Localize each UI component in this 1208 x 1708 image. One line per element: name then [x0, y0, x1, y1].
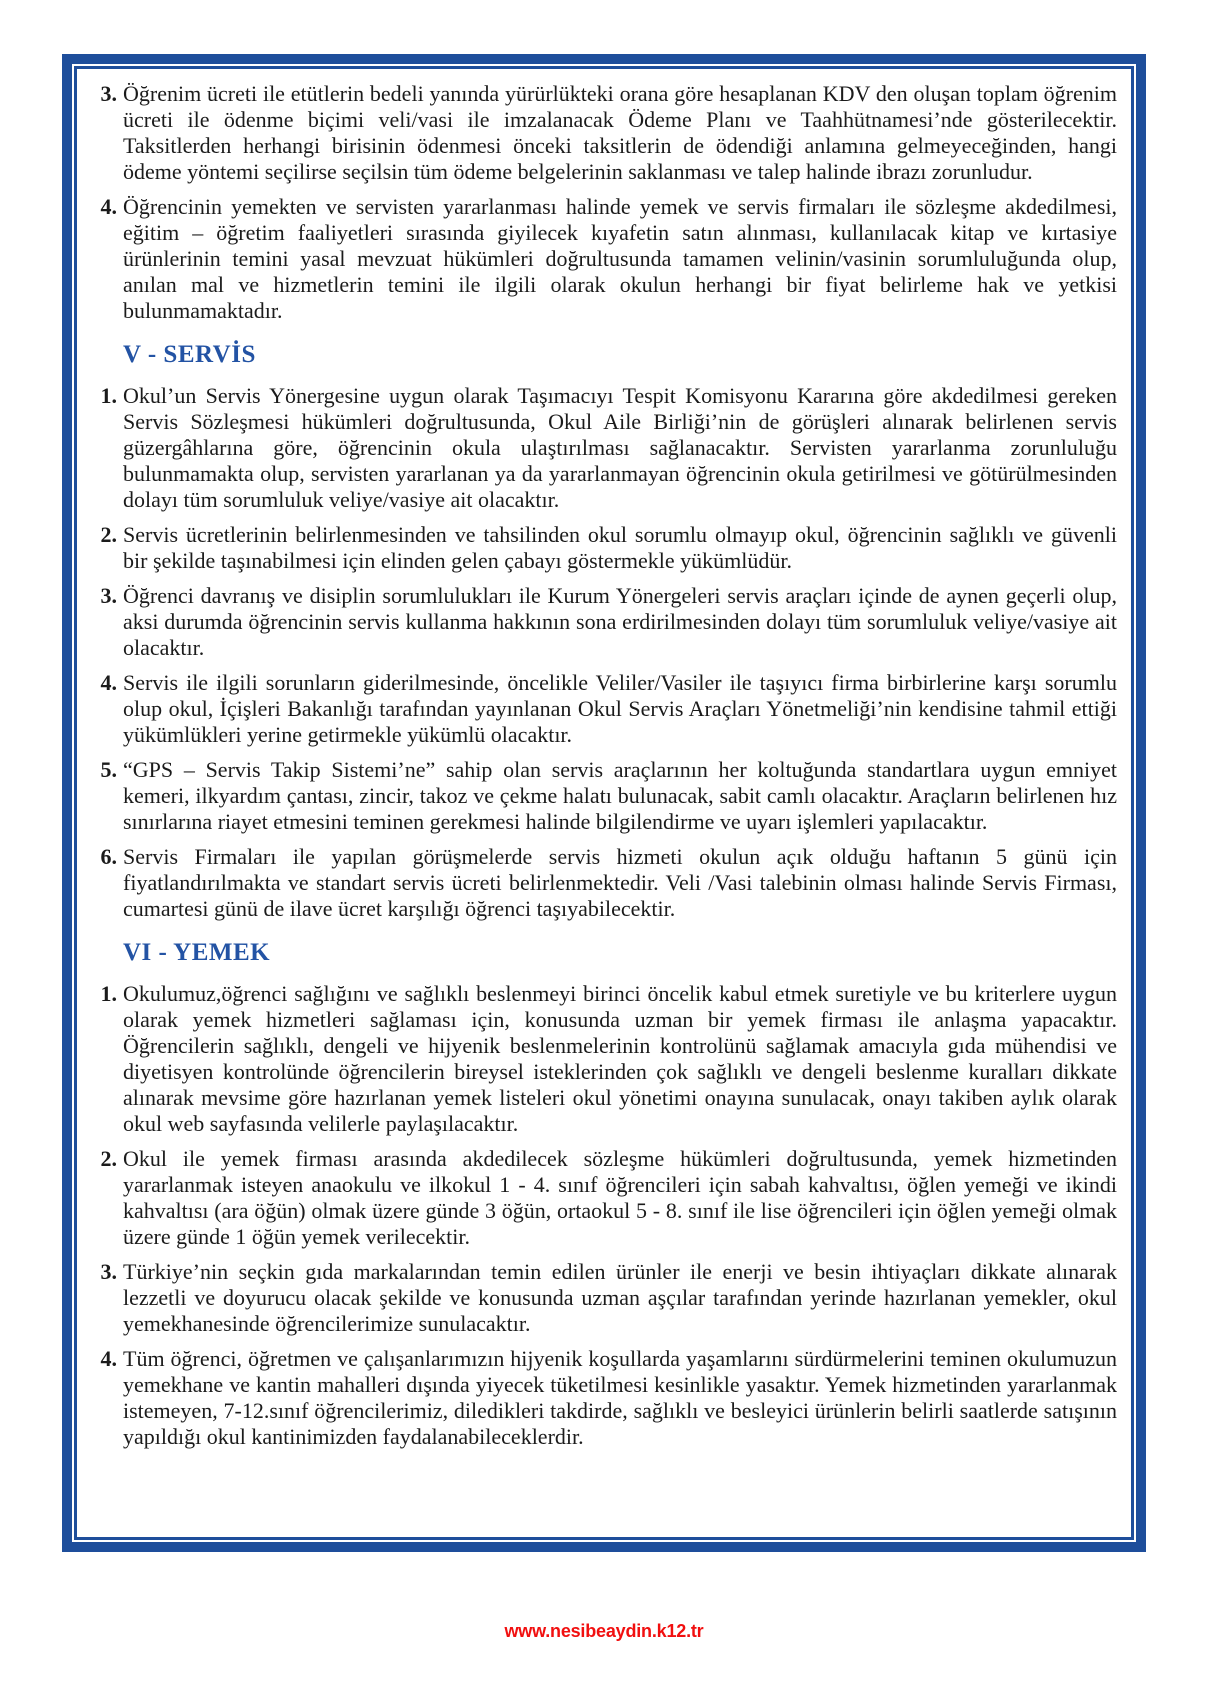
- item-text: Servis ile ilgili sorunların giderilmesinde, öncelikle Veliler/Vasiler ile taşıyıcı firma birbirlerine karşı sorumlu olup okul, İçişleri Bakanlığı tarafından yayınlanan Okul Servis Araçları Yönetmeliği’nin kendisine tahmil ettiği yükümlükleri yerine getirmekle yükümlü olacaktır.: [123, 670, 1117, 747]
- item-number: 1.: [100, 981, 117, 1006]
- list-item: [87, 81, 1117, 185]
- item-text: Okulumuz,öğrenci sağlığını ve sağlıklı beslenmeyi birinci öncelik kabul etmek suretiyle ve bu kriterlere uygun olarak yemek hizmetleri sağlaması için, konusunda uzman bir yemek firması ile anlaşma yapacaktır. Öğrencilerin sağlıklı, dengeli ve hijyenik beslenmelerinin kontrolünü sağlamak amacıyla gıda mühendisi ve diyetisyen kontrolünde öğrencilerin bireysel isteklerinden çok sağlıklı ve dengeli beslenme kuralları dikkate alınarak mevsime göre hazırlanan yemek listeleri okul yönetimi onayına sunulacak, onayı takiben aylık olarak okul web sayfasında velilerle paylaşılacaktır.: [123, 981, 1117, 1136]
- list-item: [87, 522, 1117, 574]
- list-item: [87, 1346, 1117, 1450]
- item-number: 6.: [100, 844, 117, 869]
- document-content-area: [74, 66, 1134, 1540]
- item-text: Öğrencinin yemekten ve servisten yararlanması halinde yemek ve servis firmaları ile sözleşme akdedilmesi, eğitim – öğretim faaliyetleri sırasında giyilecek kıyafetin satın alınması, kullanılacak kitap ve kırtasiye ürünlerinin temini yasal mevzuat hükümleri doğrultusunda tamamen velinin/vasinin sorumluluğunda olup, anılan mal ve hizmetlerin temini ile ilgili olarak okulun herhangi bir fiyat belirleme hak ve yetkisi bulunmamaktadır.: [123, 194, 1117, 323]
- item-number: 3.: [100, 583, 117, 608]
- item-text: Okul ile yemek firması arasında akdedilecek sözleşme hükümleri doğrultusunda, yemek hizmetinden yararlanmak isteyen anaokulu ve ilkokul 1 - 4. sınıf öğrencileri için sabah kahvaltısı, öğlen yemeği ve ikindi kahvaltısı (ara öğün) olmak üzere günde 3 öğün, ortaokul 5 - 8. sınıf ile lise öğrencileri için öğlen yemeği olmak üzere günde 1 öğün yemek verilecektir.: [123, 1146, 1117, 1249]
- item-text: Türkiye’nin seçkin gıda markalarından temin edilen ürünler ile enerji ve besin ihtiyaçları dikkate alınarak lezzetli ve doyurucu olacak şekilde ve konusunda uzman aşçılar tarafından yerinde hazırlanan yemekler, okul yemekhanesinde öğrencilerimize sunulacaktır.: [123, 1259, 1117, 1336]
- footer-url: www.nesibeaydin.k12.tr: [504, 1621, 704, 1641]
- list-item: [87, 844, 1117, 922]
- item-number: 2.: [100, 522, 117, 547]
- list-item: [87, 583, 1117, 661]
- list-item: [87, 757, 1117, 835]
- item-number: 4.: [100, 670, 117, 695]
- item-text: Servis Firmaları ile yapılan görüşmelerde servis hizmeti okulun açık olduğu haftanın 5 günü için fiyatlandırılmakta ve standart servis ücreti belirlenmektedir. Veli /Vasi talebinin olması halinde Servis Firması, cumartesi günü de ilave ücret karşılığı öğrenci taşıyabilecektir.: [123, 844, 1117, 921]
- item-text: Öğrenim ücreti ile etütlerin bedeli yanında yürürlükteki orana göre hesaplanan KDV den oluşan toplam öğrenim ücreti ile ödenme biçimi veli/vasi ile imzalanacak Ödeme Planı ve Taahhütnamesi’nde gösterilecektir. Taksitlerden herhangi birisinin ödenmesi önceki taksitlerin de ödendiği anlamına gelmeyeceğinden, hangi ödeme yöntemi seçilirse seçilsin tüm ödeme belgelerinin saklanması ve talep halinde ibrazı zorunludur.: [123, 81, 1117, 184]
- item-number: 5.: [100, 757, 117, 782]
- item-text: “GPS – Servis Takip Sistemi’ne” sahip olan servis araçlarının her koltuğunda standartlara uygun emniyet kemeri, ilkyardım çantası, zincir, takoz ve çekme halatı bulunacak, sabit camlı olacaktır. Araçların belirlenen hız sınırlarına riayet etmesini teminen gerekmesi halinde bilgilendirme ve uyarı işlemleri yapılacaktır.: [123, 757, 1117, 834]
- item-number: 4.: [100, 1346, 117, 1371]
- section-title-yemek: VI - YEMEK: [123, 939, 271, 966]
- list-item: [87, 383, 1117, 513]
- document-border-frame: [62, 54, 1146, 1552]
- item-text: Tüm öğrenci, öğretmen ve çalışanlarımızın hijyenik koşullarda yaşamlarını sürdürmelerini teminen okulumuzun yemekhane ve kantin mahalleri dışında yiyecek tüketilmesi kesinlikle yasaktır. Yemek hizmetinden yararlanmak istemeyen, 7-12.sınıf öğrencilerimiz, diledikleri takdirde, sağlıklı ve besleyici ürünlerin belirli saatlerde satışının yapıldığı okul kantinimizden faydalanabileceklerdir.: [123, 1346, 1117, 1449]
- item-text: Servis ücretlerinin belirlenmesinden ve tahsilinden okul sorumlu olmayıp okul, öğrencinin sağlıklı ve güvenli bir şekilde taşınabilmesi için elinden gelen çabayı göstermekle yükümlüdür.: [123, 522, 1117, 573]
- list-item: [87, 981, 1117, 1137]
- item-text: Okul’un Servis Yönergesine uygun olarak Taşımacıyı Tespit Komisyonu Kararına göre akdedilmesi gereken Servis Sözleşmesi hükümleri doğrultusunda, Okul Aile Birliği’nin de görüşleri alınarak belirlenen servis güzergâhlarına göre, öğrencinin okula ulaştırılması sağlanacaktır. Servisten yararlanma zorunluluğu bulunmamakta olup, servisten yararlanan ya da yararlanmayan öğrencinin okula getirilmesi ve götürülmesinden dolayı tüm sorumluluk veliye/vasiye ait olacaktır.: [123, 383, 1117, 512]
- item-number: 4.: [100, 194, 117, 219]
- list-item: [87, 670, 1117, 748]
- list-item: [87, 1259, 1117, 1337]
- section-title-servis: V - SERVİS: [123, 341, 256, 368]
- item-text: Öğrenci davranış ve disiplin sorumlulukları ile Kurum Yönergeleri servis araçları içinde de aynen geçerli olup, aksi durumda öğrencinin servis kullanma hakkının sona erdirilmesinden dolayı tüm sorumluluk veliye/vasiye ait olacaktır.: [123, 583, 1117, 660]
- item-number: 3.: [100, 1259, 117, 1284]
- item-number: 2.: [100, 1146, 117, 1171]
- list-item: [87, 194, 1117, 324]
- item-number: 1.: [100, 383, 117, 408]
- item-number: 3.: [100, 81, 117, 106]
- list-item: [87, 1146, 1117, 1250]
